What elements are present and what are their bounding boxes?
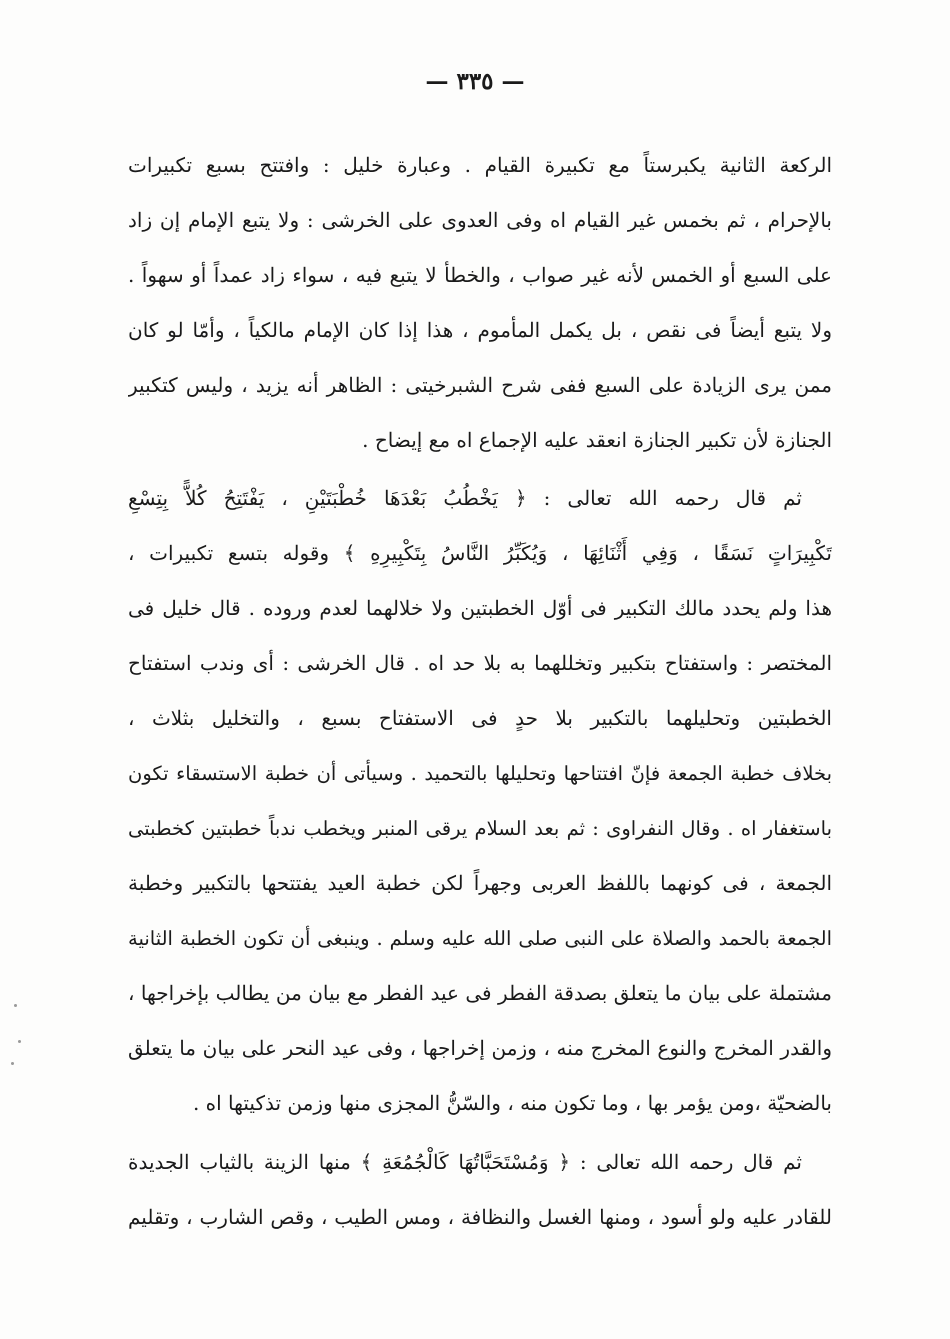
text-line: الجمعة بالحمد والصلاة على النبى صلى الله عليه وسلم . وينبغى أن تكون الخطبة الثانية xyxy=(128,927,832,950)
text-line: الجمعة ، فى كونهما باللفظ العربى وجهراً لكن خطبة العيد يفتتحها بالتكبير وخطبة xyxy=(128,871,832,895)
text-line: بالضحيّة ،ومن يؤمر بها ، وما تكون منه ، والسّنُّ المجزى منها وزمن تذكيتها اه . xyxy=(192,1091,832,1115)
text-line: ممن يرى الزيادة على السبع ففى شرح الشبرخيتى : الظاهر أنه يزيد ، وليس كتكبير xyxy=(128,373,832,397)
scan-speck xyxy=(11,1062,14,1065)
paragraph-3 xyxy=(128,1135,832,1245)
text-line: والقدر المخرج والنوع المخرج منه ، وزمن إخراجها ، وفى عيد النحر على بيان ما يتعلق xyxy=(128,1036,832,1060)
text-line: الخطبتين وتحليلهما بالتكبير بلا حدٍ فى الاستفتاح بسبع ، والتخليل بثلاث ، xyxy=(128,706,832,730)
text-line: تَكْبِيرَاتٍ نَسَقًا ، وَفِي أَثْنَائِهَا ، وَيُكَبِّرُ النَّاسُ بِتَكْبِيرِهِ ﴾ وقوله بتسع تكبيرات ، xyxy=(128,541,832,565)
text-line: بخلاف خطبة الجمعة فإنّ افتتاحها وتحليلها بالتحميد . وسيأتى أن خطبة الاستسقاء تكون xyxy=(128,762,832,785)
text-line: ولا يتبع أيضاً فى نقص ، بل يكمل المأموم ، هذا إذا كان الإمام مالكياً ، وأمّا لو كان xyxy=(128,318,832,342)
text-line: الركعة الثانية يكبرستاً مع تكبيرة القيام . وعبارة خليل : وافتتح بسبع تكبيرات xyxy=(128,153,832,177)
text-line: بالإحرام ، ثم بخمس غير القيام اه وفى العدوى على الخرشى : ولا يتبع الإمام إن زاد xyxy=(128,208,832,232)
page-number: — ٣٣٥ — xyxy=(425,68,525,95)
scan-speck xyxy=(18,1040,21,1043)
paragraph-2 xyxy=(128,471,832,1131)
text-line: الجنازة لأن تكبير الجنازة انعقد عليه الإجماع اه مع إيضاح . xyxy=(362,428,832,452)
paragraph-1 xyxy=(128,138,832,468)
text-line: مشتملة على بيان ما يتعلق بصدقة الفطر فى عيد الفطر مع بيان من يطالب بإخراجها ، xyxy=(128,981,832,1005)
text-line: ثم قال رحمه الله تعالى : ﴿ وَمُسْتَحَبَّاتُهَا كَالْجُمُعَةِ ﴾ منها الزينة بالثياب الجديدة xyxy=(128,1150,802,1174)
text-line: للقادر عليه ولو أسود ، ومنها الغسل والنظافة ، ومس الطيب ، وقص الشارب ، وتقليم xyxy=(128,1205,832,1229)
text-line: المختصر : واستفتاح بتكبير وتخللهما به بلا حد اه . قال الخرشى : أى وندب استفتاح xyxy=(128,651,832,675)
text-line: على السبع أو الخمس لأنه غير صواب ، والخطأ لا يتبع فيه ، سواء زاد عمداً أو سهواً . xyxy=(128,263,832,287)
text-line: هذا ولم يحدد مالك التكبير فى أوّل الخطبتين ولا خلالهما لعدم وروده . قال خليل فى xyxy=(128,596,832,620)
text-line: باستغفار اه . وقال النفراوى : ثم بعد السلام يرقى المنبر ويخطب ندباً خطبتين كخطبتى xyxy=(128,817,832,840)
text-line: ثم قال رحمه الله تعالى : ﴿ يَخْطُبُ بَعْدَهَا خُطْبَتَيْنِ ، يَفْتَتِحُ كُلاًّ بِتِسْعِ xyxy=(128,486,802,510)
scan-speck xyxy=(14,1004,17,1007)
